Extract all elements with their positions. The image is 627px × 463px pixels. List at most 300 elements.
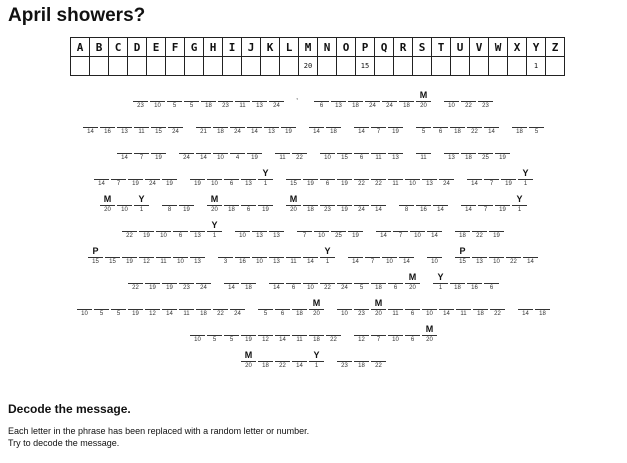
cipher-cell[interactable] xyxy=(178,298,195,318)
cipher-cell[interactable] xyxy=(398,194,415,214)
cipher-cell[interactable] xyxy=(138,246,155,266)
cipher-cell[interactable] xyxy=(375,220,392,240)
cipher-cell[interactable] xyxy=(240,324,257,344)
cipher-cell[interactable] xyxy=(234,246,251,266)
cipher-cell[interactable] xyxy=(319,246,336,266)
cipher-cell[interactable] xyxy=(251,246,268,266)
cipher-cell[interactable] xyxy=(460,142,477,162)
cipher-cell[interactable] xyxy=(99,194,116,214)
key-value-s[interactable] xyxy=(413,57,432,76)
cipher-cell[interactable] xyxy=(110,298,127,318)
solved-letter xyxy=(178,194,195,204)
cipher-cell[interactable] xyxy=(421,298,438,318)
cipher-cell[interactable] xyxy=(336,194,353,214)
cipher-cell[interactable] xyxy=(522,246,539,266)
cipher-cell[interactable] xyxy=(144,298,161,318)
cipher-cell[interactable] xyxy=(172,246,189,266)
cipher-cell[interactable] xyxy=(274,142,291,162)
cipher-cell[interactable] xyxy=(404,324,421,344)
cipher-number: 18 xyxy=(358,363,365,369)
cipher-number: 19 xyxy=(166,181,173,187)
solved-letter xyxy=(466,116,483,126)
key-value-c[interactable] xyxy=(109,57,128,76)
cipher-number: 19 xyxy=(155,155,162,161)
key-value-t[interactable] xyxy=(432,57,451,76)
key-value-w[interactable] xyxy=(489,57,508,76)
cipher-cell[interactable] xyxy=(466,272,483,292)
cipher-cell[interactable] xyxy=(240,168,257,188)
cipher-number: 22 xyxy=(375,363,382,369)
cipher-cell[interactable] xyxy=(336,168,353,188)
key-value-b[interactable] xyxy=(90,57,109,76)
cipher-cell[interactable] xyxy=(325,116,342,136)
cipher-cell[interactable] xyxy=(381,246,398,266)
cipher-cell[interactable] xyxy=(116,142,133,162)
cipher-cell[interactable] xyxy=(291,298,308,318)
cipher-cell[interactable] xyxy=(195,298,212,318)
cipher-cell[interactable] xyxy=(82,116,99,136)
cipher-cell[interactable] xyxy=(229,142,246,162)
cipher-cell[interactable] xyxy=(251,90,268,110)
cipher-cell[interactable] xyxy=(398,246,415,266)
cipher-cell[interactable] xyxy=(353,272,370,292)
cipher-cell[interactable] xyxy=(195,142,212,162)
cipher-cell[interactable] xyxy=(189,324,206,344)
cipher-cell[interactable] xyxy=(432,194,449,214)
cipher-key-table xyxy=(70,37,565,76)
cipher-number: 10 xyxy=(217,155,224,161)
cipher-cell[interactable] xyxy=(381,90,398,110)
cipher-cell[interactable] xyxy=(387,272,404,292)
cipher-cell[interactable] xyxy=(387,298,404,318)
cipher-cell[interactable] xyxy=(438,298,455,318)
cipher-cell[interactable] xyxy=(268,272,285,292)
key-letter-c: C xyxy=(109,38,128,57)
cipher-cell[interactable] xyxy=(99,116,116,136)
key-letter-j: J xyxy=(242,38,261,57)
cipher-cell[interactable] xyxy=(308,116,325,136)
cipher-cell[interactable] xyxy=(471,220,488,240)
cipher-cell[interactable] xyxy=(421,168,438,188)
cipher-cell[interactable] xyxy=(364,246,381,266)
solved-letter xyxy=(336,194,353,204)
cipher-number: 24 xyxy=(183,155,190,161)
key-value-i[interactable] xyxy=(223,57,242,76)
cipher-number: 14 xyxy=(296,363,303,369)
key-value-u[interactable] xyxy=(451,57,470,76)
cipher-cell[interactable] xyxy=(387,116,404,136)
key-value-g[interactable] xyxy=(185,57,204,76)
cipher-cell[interactable] xyxy=(150,116,167,136)
cipher-cell[interactable] xyxy=(477,142,494,162)
key-value-m[interactable]: 20 xyxy=(299,57,318,76)
cipher-cell[interactable] xyxy=(240,194,257,214)
cipher-cell[interactable] xyxy=(223,194,240,214)
cipher-cell[interactable] xyxy=(438,168,455,188)
cipher-number: 19 xyxy=(126,259,133,265)
cipher-cell[interactable] xyxy=(308,324,325,344)
cipher-cell[interactable] xyxy=(183,90,200,110)
cipher-cell[interactable] xyxy=(93,168,110,188)
solved-letter xyxy=(223,272,240,282)
cipher-cell[interactable] xyxy=(240,272,257,292)
key-value-k[interactable] xyxy=(261,57,280,76)
cipher-cell[interactable] xyxy=(347,246,364,266)
solved-letter xyxy=(370,272,387,282)
solved-letter xyxy=(144,298,161,308)
cipher-cell[interactable] xyxy=(443,90,460,110)
solved-letter xyxy=(285,272,302,282)
cipher-cell[interactable] xyxy=(370,168,387,188)
cipher-cell[interactable] xyxy=(517,298,534,318)
cipher-cell[interactable] xyxy=(223,168,240,188)
cipher-cell[interactable] xyxy=(387,168,404,188)
cipher-cell[interactable] xyxy=(528,116,545,136)
solved-letter xyxy=(409,220,426,230)
cipher-cell[interactable] xyxy=(488,220,505,240)
cipher-cell[interactable] xyxy=(483,272,500,292)
cipher-cell[interactable] xyxy=(330,220,347,240)
cipher-cell[interactable] xyxy=(353,324,370,344)
cipher-cell[interactable] xyxy=(110,168,127,188)
cipher-cell[interactable] xyxy=(223,272,240,292)
cipher-cell[interactable] xyxy=(517,168,534,188)
cipher-cell[interactable] xyxy=(353,142,370,162)
cipher-cell[interactable] xyxy=(263,116,280,136)
cipher-cell[interactable] xyxy=(104,246,121,266)
cipher-cell[interactable] xyxy=(150,142,167,162)
cipher-cell[interactable] xyxy=(489,298,506,318)
cipher-cell[interactable] xyxy=(353,298,370,318)
key-value-d[interactable] xyxy=(128,57,147,76)
cipher-cell[interactable] xyxy=(189,220,206,240)
cipher-cell[interactable] xyxy=(189,246,206,266)
cipher-cell[interactable] xyxy=(274,298,291,318)
cipher-cell[interactable] xyxy=(144,272,161,292)
cipher-cell[interactable] xyxy=(212,142,229,162)
cipher-cell[interactable] xyxy=(212,116,229,136)
cipher-cell[interactable] xyxy=(127,168,144,188)
cipher-cell[interactable] xyxy=(161,168,178,188)
cipher-cell[interactable] xyxy=(121,246,138,266)
cipher-cell[interactable] xyxy=(302,194,319,214)
cipher-cell[interactable] xyxy=(161,298,178,318)
cipher-cell[interactable] xyxy=(127,298,144,318)
solved-letter xyxy=(336,168,353,178)
cipher-cell[interactable] xyxy=(534,298,551,318)
cipher-cell[interactable] xyxy=(483,168,500,188)
cipher-cell[interactable] xyxy=(387,324,404,344)
cipher-cell[interactable] xyxy=(336,298,353,318)
cipher-number: 18 xyxy=(330,129,337,135)
cipher-cell[interactable] xyxy=(353,350,370,370)
cipher-cell[interactable] xyxy=(415,90,432,110)
cipher-cell[interactable] xyxy=(133,194,150,214)
cipher-cell[interactable] xyxy=(149,90,166,110)
solved-letter: M xyxy=(289,194,298,204)
cipher-cell[interactable] xyxy=(302,272,319,292)
cipher-cell[interactable] xyxy=(195,116,212,136)
key-value-y[interactable]: 1 xyxy=(527,57,546,76)
cipher-cell[interactable] xyxy=(274,350,291,370)
cipher-cell[interactable] xyxy=(121,220,138,240)
cipher-cell[interactable] xyxy=(274,324,291,344)
cipher-cell[interactable] xyxy=(500,168,517,188)
cipher-cell[interactable] xyxy=(285,168,302,188)
cipher-cell[interactable] xyxy=(285,246,302,266)
key-value-v[interactable] xyxy=(470,57,489,76)
cipher-number: 11 xyxy=(183,311,190,317)
cipher-cell[interactable] xyxy=(370,116,387,136)
key-value-l[interactable] xyxy=(280,57,299,76)
cipher-cell[interactable] xyxy=(178,194,195,214)
cipher-cell[interactable] xyxy=(313,90,330,110)
cipher-cell[interactable] xyxy=(511,116,528,136)
cipher-cell[interactable] xyxy=(144,168,161,188)
cipher-cell[interactable] xyxy=(392,220,409,240)
cipher-cell[interactable] xyxy=(370,142,387,162)
cipher-cell[interactable] xyxy=(370,194,387,214)
cipher-cell[interactable] xyxy=(466,116,483,136)
solved-letter xyxy=(477,90,494,100)
cipher-cell[interactable] xyxy=(336,350,353,370)
cipher-cell[interactable] xyxy=(200,90,217,110)
solved-letter: Y xyxy=(437,272,444,282)
cipher-cell[interactable] xyxy=(477,90,494,110)
cipher-cell[interactable] xyxy=(319,168,336,188)
cipher-cell[interactable] xyxy=(477,194,494,214)
cipher-cell[interactable] xyxy=(319,142,336,162)
cipher-cell[interactable] xyxy=(217,246,234,266)
cipher-cell[interactable] xyxy=(268,220,285,240)
cipher-cell[interactable] xyxy=(206,194,223,214)
cipher-cell[interactable] xyxy=(302,246,319,266)
cipher-cell[interactable] xyxy=(93,298,110,318)
cipher-cell[interactable] xyxy=(285,194,302,214)
solved-letter xyxy=(302,194,319,204)
cipher-cell[interactable] xyxy=(189,168,206,188)
key-value-e[interactable] xyxy=(147,57,166,76)
cipher-cell[interactable] xyxy=(415,116,432,136)
cipher-number: 15 xyxy=(290,181,297,187)
key-value-z[interactable] xyxy=(546,57,565,76)
cipher-cell[interactable] xyxy=(426,220,443,240)
cipher-cell[interactable] xyxy=(268,246,285,266)
solved-letter xyxy=(347,90,364,100)
cipher-cell[interactable] xyxy=(229,116,246,136)
cipher-cell[interactable] xyxy=(155,220,172,240)
solved-letter xyxy=(212,298,229,308)
solved-letter xyxy=(161,272,178,282)
cipher-cell[interactable] xyxy=(336,142,353,162)
cipher-cell[interactable] xyxy=(257,350,274,370)
cipher-cell[interactable] xyxy=(257,298,274,318)
key-value-a[interactable] xyxy=(71,57,90,76)
cipher-cell[interactable] xyxy=(370,350,387,370)
cipher-cell[interactable] xyxy=(206,324,223,344)
cipher-cell[interactable] xyxy=(302,168,319,188)
cipher-cell[interactable] xyxy=(404,298,421,318)
cipher-cell[interactable] xyxy=(455,298,472,318)
cipher-cell[interactable] xyxy=(347,90,364,110)
cipher-cell[interactable] xyxy=(166,90,183,110)
cipher-cell[interactable] xyxy=(87,246,104,266)
cipher-number: 22 xyxy=(471,129,478,135)
cipher-cell[interactable] xyxy=(195,272,212,292)
cipher-cell[interactable] xyxy=(257,168,274,188)
cipher-cell[interactable] xyxy=(291,324,308,344)
cipher-cell[interactable] xyxy=(505,246,522,266)
key-value-f[interactable] xyxy=(166,57,185,76)
key-value-r[interactable] xyxy=(394,57,413,76)
cipher-cell[interactable] xyxy=(370,324,387,344)
cipher-number: 10 xyxy=(318,233,325,239)
cipher-cell[interactable] xyxy=(291,350,308,370)
key-value-x[interactable] xyxy=(508,57,527,76)
cipher-number: 1 xyxy=(263,181,268,187)
cipher-cell[interactable] xyxy=(330,90,347,110)
cipher-cell[interactable] xyxy=(246,142,263,162)
cipher-cell[interactable] xyxy=(127,272,144,292)
cipher-cell[interactable] xyxy=(415,194,432,214)
cipher-cell[interactable] xyxy=(206,168,223,188)
cipher-cell[interactable] xyxy=(206,220,223,240)
cipher-cell[interactable] xyxy=(285,272,302,292)
cipher-number: 1 xyxy=(438,285,443,291)
cipher-cell[interactable] xyxy=(217,90,234,110)
cipher-cell[interactable] xyxy=(155,246,172,266)
cipher-cell[interactable] xyxy=(308,298,325,318)
cipher-cell[interactable] xyxy=(280,116,297,136)
cipher-cell[interactable] xyxy=(466,168,483,188)
cipher-cell[interactable] xyxy=(229,298,246,318)
cipher-cell[interactable] xyxy=(454,246,471,266)
cipher-cell[interactable] xyxy=(347,220,364,240)
cipher-cell[interactable] xyxy=(234,90,251,110)
cipher-number: 22 xyxy=(217,311,224,317)
cipher-cell[interactable] xyxy=(178,142,195,162)
cipher-cell[interactable] xyxy=(472,298,489,318)
cipher-cell[interactable] xyxy=(319,272,336,292)
cipher-cell[interactable] xyxy=(138,220,155,240)
cipher-number: 14 xyxy=(313,129,320,135)
cipher-cell[interactable] xyxy=(353,194,370,214)
solved-letter xyxy=(319,168,336,178)
cipher-cell[interactable] xyxy=(308,350,325,370)
cipher-cell[interactable] xyxy=(313,220,330,240)
cipher-cell[interactable] xyxy=(353,116,370,136)
cipher-cell[interactable] xyxy=(212,298,229,318)
cipher-cell[interactable] xyxy=(268,90,285,110)
cipher-cell[interactable] xyxy=(251,220,268,240)
cipher-cell[interactable] xyxy=(257,324,274,344)
cipher-cell[interactable] xyxy=(432,272,449,292)
cipher-cell[interactable] xyxy=(409,220,426,240)
cipher-cell[interactable] xyxy=(432,116,449,136)
cipher-number: 18 xyxy=(307,207,314,213)
key-value-h[interactable] xyxy=(204,57,223,76)
cipher-cell[interactable] xyxy=(296,220,313,240)
key-value-o[interactable] xyxy=(337,57,356,76)
solved-letter xyxy=(353,168,370,178)
cipher-cell[interactable] xyxy=(511,194,528,214)
solved-letter xyxy=(432,194,449,204)
solved-letter xyxy=(291,142,308,152)
cipher-cell[interactable] xyxy=(404,272,421,292)
instructions-line-1: Each letter in the phrase has been replaced with a random letter or number. xyxy=(8,426,310,436)
cipher-cell[interactable] xyxy=(325,324,342,344)
cipher-number: 14 xyxy=(166,311,173,317)
cipher-number: 7 xyxy=(376,129,381,135)
cipher-cell[interactable] xyxy=(426,246,443,266)
key-value-q[interactable] xyxy=(375,57,394,76)
cipher-cell[interactable] xyxy=(223,324,240,344)
cipher-cell[interactable] xyxy=(483,116,500,136)
cipher-cell[interactable] xyxy=(488,246,505,266)
solved-letter xyxy=(438,168,455,178)
cipher-cell[interactable] xyxy=(443,142,460,162)
cipher-cell[interactable] xyxy=(257,194,274,214)
cipher-number: 10 xyxy=(154,103,161,109)
cipher-cell[interactable] xyxy=(460,194,477,214)
key-value-n[interactable] xyxy=(318,57,337,76)
solved-letter xyxy=(336,272,353,282)
cipher-cell[interactable] xyxy=(116,116,133,136)
cipher-cell[interactable] xyxy=(494,194,511,214)
cipher-cell[interactable] xyxy=(319,194,336,214)
cipher-cell[interactable] xyxy=(404,168,421,188)
cipher-cell[interactable] xyxy=(133,116,150,136)
solved-letter xyxy=(161,298,178,308)
cipher-cell[interactable] xyxy=(398,90,415,110)
cipher-cell[interactable] xyxy=(167,116,184,136)
cipher-cell[interactable] xyxy=(336,272,353,292)
solved-letter: M xyxy=(244,350,253,360)
cipher-cell[interactable] xyxy=(415,142,432,162)
cipher-cell[interactable] xyxy=(370,298,387,318)
cipher-cell[interactable] xyxy=(76,298,93,318)
cipher-cell[interactable] xyxy=(234,220,251,240)
cipher-cell[interactable] xyxy=(116,194,133,214)
cipher-cell[interactable] xyxy=(387,142,404,162)
cipher-cell[interactable] xyxy=(370,272,387,292)
cipher-cell[interactable] xyxy=(246,116,263,136)
cipher-cell[interactable] xyxy=(494,142,511,162)
cipher-cell[interactable] xyxy=(454,220,471,240)
cipher-cell[interactable] xyxy=(133,142,150,162)
cipher-cell[interactable] xyxy=(291,142,308,162)
cipher-cell[interactable] xyxy=(449,272,466,292)
cipher-cell[interactable] xyxy=(353,168,370,188)
solved-letter xyxy=(308,116,325,126)
cipher-cell[interactable] xyxy=(172,220,189,240)
cipher-cell[interactable] xyxy=(240,350,257,370)
cipher-cell[interactable] xyxy=(178,272,195,292)
cipher-cell[interactable] xyxy=(460,90,477,110)
key-value-j[interactable] xyxy=(242,57,261,76)
cipher-number: 14 xyxy=(352,259,359,265)
key-value-p[interactable]: 15 xyxy=(356,57,375,76)
cipher-cell[interactable] xyxy=(471,246,488,266)
cipher-number: 22 xyxy=(330,337,337,343)
solved-letter xyxy=(432,116,449,126)
cipher-cell[interactable] xyxy=(449,116,466,136)
cipher-cell[interactable] xyxy=(364,90,381,110)
cipher-cell[interactable] xyxy=(421,324,438,344)
cipher-cell[interactable] xyxy=(161,272,178,292)
cipher-cell[interactable] xyxy=(132,90,149,110)
cipher-cell[interactable] xyxy=(161,194,178,214)
